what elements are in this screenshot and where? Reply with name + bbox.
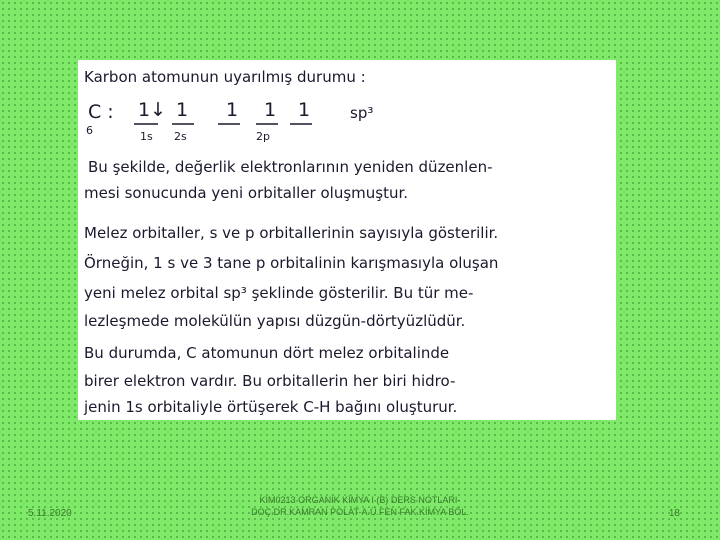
orbital-2p-arrow-2: 1: [264, 99, 277, 121]
note-line: birer elektron vardır. Bu orbitallerin her biri hidro-: [84, 372, 456, 390]
note-line: yeni melez orbital sp³ şeklinde gösterilir. Bu tür me-: [84, 284, 474, 302]
atomic-number: 6: [86, 124, 93, 137]
orbital-2p-arrow-1: 1: [226, 99, 239, 121]
orbital-2s-label: 2s: [174, 130, 187, 143]
note-line: Örneğin, 1 s ve 3 tane p orbitalinin karışmasıyla oluşan: [84, 254, 499, 272]
note-line: Bu şekilde, değerlik elektronlarının yeniden düzenlen-: [88, 158, 493, 176]
footer-date: 5.11.2020: [28, 508, 72, 519]
orbital-2p-label: 2p: [256, 130, 270, 143]
note-line: Bu durumda, C atomunun dört melez orbitalinde: [84, 344, 450, 362]
note-line: jenin 1s orbitaliyle örtüşerek C-H bağını oluşturur.: [84, 398, 458, 416]
note-line: Melez orbitaller, s ve p orbitallerinin sayısıyla gösterilir.: [84, 224, 499, 242]
footer-course-title: KİM0213 ORGANİK KİMYA I (B) DERS NOTLARI-DOÇ.DR.KAMRAN POLAT-A.Ü.FEN FAK.KİMYA BÖL.: [251, 495, 469, 517]
orbital-1s-label: 1s: [140, 130, 153, 143]
page-number: 18: [668, 508, 680, 519]
orbital-2p-arrow-3: 1: [298, 99, 311, 121]
orbital-2s-arrow: 1: [176, 99, 189, 121]
note-title: Karbon atomunun uyarılmış durumu :: [84, 68, 366, 86]
handwritten-note-image: [78, 60, 616, 420]
hybrid-label: sp³: [350, 104, 374, 122]
note-line: mesi sonucunda yeni orbitaller oluşmuştur.: [84, 184, 409, 202]
handwritten-note: [78, 60, 616, 420]
carbon-symbol: C :: [88, 101, 114, 123]
orbital-1s-arrows: 1↓: [138, 99, 167, 121]
note-line: lezleşmede molekülün yapısı düzgün-dörtyüzlüdür.: [84, 312, 466, 330]
